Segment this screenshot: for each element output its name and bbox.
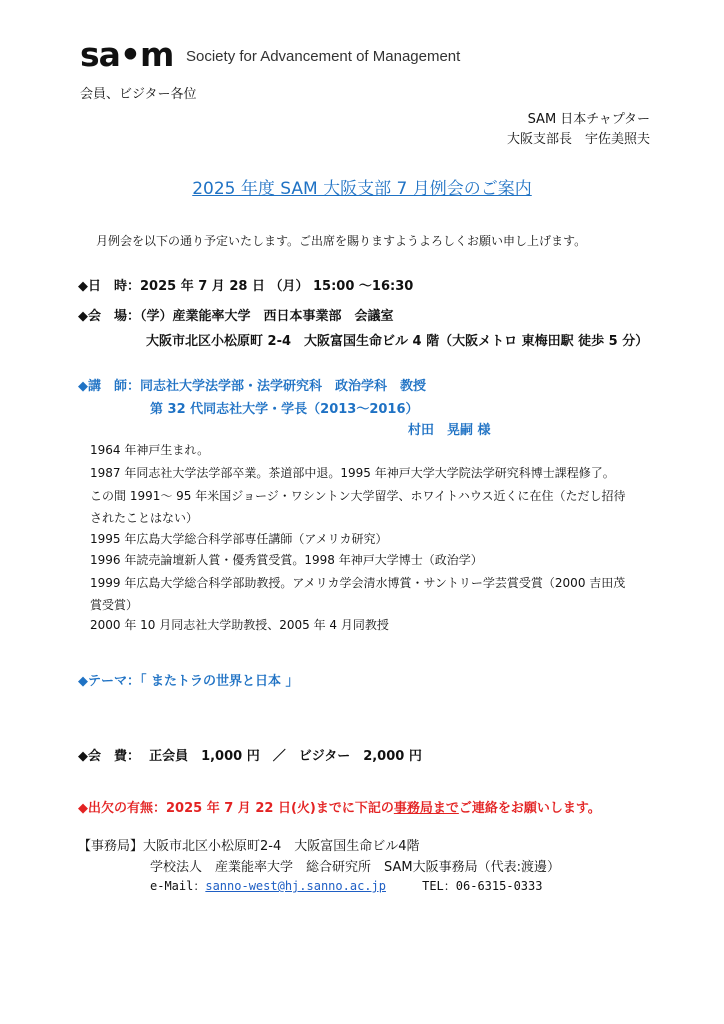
lecturer-name: 村田 晃嗣 様: [408, 423, 491, 438]
tel-text: TEL：06-6315-0333: [422, 879, 543, 893]
bio-line: 1999 年広島大学総合科学部助教授。アメリカ学会清水博賞・サントリー学芸賞受賞（2000 吉田茂: [90, 576, 626, 590]
page-title: 2025 年度 SAM 大阪支部 7 月例会のご案内: [192, 179, 532, 199]
bio-line: 1995 年広島大学総合科学部専任講師（アメリカ研究）: [90, 532, 388, 546]
lecturer-line2: 第 32 代同志社大学・学長（2013～2016）: [150, 402, 419, 417]
logo-mark: sa•m: [80, 35, 174, 74]
rsvp-suffix: ご連絡をお願いします。: [458, 801, 601, 816]
theme-value: 「 またトラの世界と日本 」: [140, 674, 299, 689]
addressee: 会員、ビジター各位: [80, 87, 197, 102]
office-line1: 大阪市北区小松原町2-4 大阪富国生命ビル4階: [143, 839, 420, 854]
venue-label: ◆会 場：: [78, 309, 140, 324]
lecturer-row: [78, 375, 426, 394]
bio-line: 1996 年読売論壇新人賞・優秀賞受賞。1998 年神戸大学博士（政治学）: [90, 553, 483, 567]
intro-text: 月例会を以下の通り予定いたします。ご出席を賜りますようよろしくお願い申し上げます。: [96, 234, 587, 248]
email-link[interactable]: sanno-west@hj.sanno.ac.jp: [205, 879, 386, 893]
fee-row: [78, 745, 422, 764]
rsvp-prefix: ◆出欠の有無：2025 年 7 月 22 日(火)までに下記の: [78, 801, 394, 816]
office-line2: 学校法人 産業能率大学 総合研究所 SAM大阪事務局（代表:渡邊）: [150, 860, 560, 875]
theme-row: [78, 670, 299, 689]
venue-line2: 大阪市北区小松原町 2-4 大阪富国生命ビル 4 階（大阪メトロ 東梅田駅 徒歩 5 分）: [146, 334, 649, 349]
email-label: e-Mail：: [150, 879, 206, 893]
datetime-row: [78, 275, 413, 294]
sender-name: 大阪支部長 宇佐美照夫: [506, 132, 650, 147]
fee-label: ◆会 費：: [78, 749, 140, 764]
rsvp-office: 事務局まで: [393, 801, 459, 816]
bio-line: されたことはない）: [90, 511, 199, 525]
datetime-value: 2025 年 7 月 28 日 （月） 15:00 ～16:30: [140, 279, 414, 294]
bio-line: この間 1991～ 95 年米国ジョージ・ワシントン大学留学、ホワイトハウス近くに在住（ただし招待: [90, 489, 626, 503]
fee-value: 正会員 1,000 円 ／ ビジター 2,000 円: [149, 749, 422, 764]
logo-text: Society for Advancement of Management: [186, 48, 461, 65]
office-label: 【事務局】: [78, 839, 144, 854]
office-row: [78, 835, 420, 854]
venue-row: [78, 305, 394, 324]
bio-line: 賞受賞）: [90, 598, 139, 612]
venue-line1: （学）産業能率大学 西日本事業部 会議室: [140, 309, 394, 324]
bio-line: 1987 年同志社大学法学部卒業。茶道部中退。1995 年神戸大学大学院法学研究科博士課程修了。: [90, 466, 615, 480]
lecturer-label: ◆講 師：: [78, 379, 140, 394]
bio-line: 1964 年神戸生まれ。: [90, 443, 210, 457]
datetime-label: ◆日 時：: [78, 279, 140, 294]
sender-org: SAM 日本チャプター: [527, 112, 650, 127]
lecturer-line1: 同志社大学法学部・法学研究科 政治学科 教授: [140, 379, 427, 394]
theme-label: ◆テーマ：: [78, 674, 140, 689]
rsvp-row: [78, 797, 601, 816]
bio-line: 2000 年 10 月同志社大学助教授、2005 年 4 月同教授: [90, 618, 389, 632]
office-contact: [150, 877, 542, 894]
